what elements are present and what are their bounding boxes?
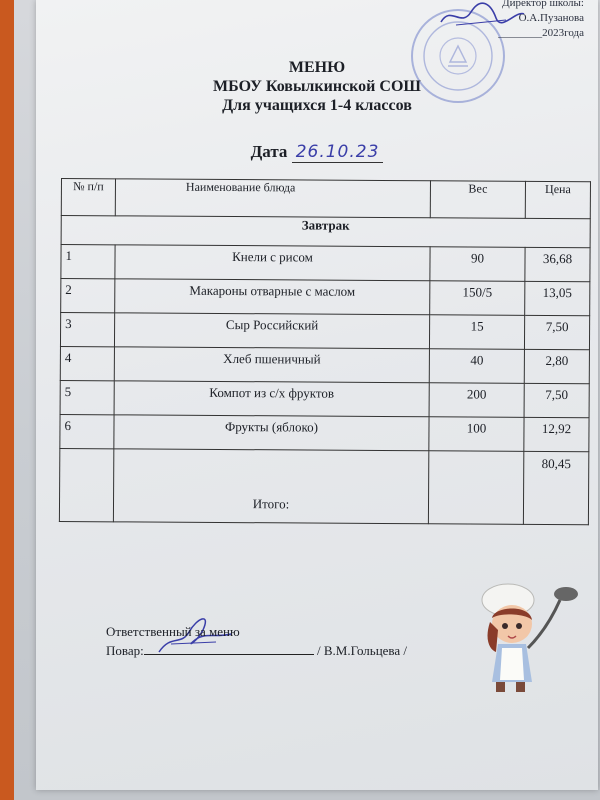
table-row: [60, 414, 589, 451]
signature-line: [144, 642, 314, 655]
table-header-row: [61, 179, 590, 219]
approval-block: [498, 0, 584, 41]
cell-name: Фрукты (яблоко): [114, 415, 429, 451]
cell-name: Сыр Российский: [114, 313, 429, 349]
total-row: [59, 448, 588, 524]
total-weight-cell: [428, 451, 523, 525]
cell-weight: 15: [429, 315, 524, 350]
cook-name: / В.М.Гольцева /: [317, 643, 408, 658]
cell-weight: 200: [429, 383, 524, 418]
chef-girl-illustration: [456, 578, 586, 698]
cell-price: 2,80: [524, 349, 589, 383]
approval-name: О.А.Пузанова: [518, 12, 584, 24]
header-num: № п/п: [61, 179, 115, 216]
cell-price: 7,50: [524, 383, 589, 417]
cell-num: 1: [61, 245, 115, 279]
cell-weight: 150/5: [430, 281, 525, 316]
total-num-cell: [59, 448, 113, 521]
header-name: Наименование блюда: [115, 179, 430, 218]
cell-num: 2: [61, 279, 115, 313]
section-row: [61, 216, 590, 248]
table-row: [60, 346, 589, 383]
cell-name: Хлеб пшеничный: [114, 347, 429, 383]
cell-name: Макароны отварные с маслом: [115, 279, 430, 315]
date-label: Дата: [250, 142, 288, 161]
menu-title: МЕНЮ: [288, 59, 346, 76]
cell-num: 3: [60, 313, 114, 347]
cook-line: [106, 641, 407, 660]
total-value: 80,45: [523, 451, 588, 524]
cell-weight: 100: [429, 417, 524, 452]
total-label: Итого:: [113, 449, 428, 524]
approval-year: ________2023года: [498, 27, 584, 39]
poster-frame: [14, 0, 600, 800]
table-row: [60, 380, 589, 417]
cell-name: Компот из с/х фруктов: [114, 381, 429, 417]
date-row: [36, 142, 598, 162]
table-row: [61, 245, 590, 282]
section-label: Завтрак: [61, 216, 590, 248]
header-weight: Вес: [430, 181, 525, 219]
responsible-label: Ответственный за меню: [106, 624, 240, 639]
menu-heading: [36, 58, 598, 115]
school-name: МБОУ Ковылкинской СОШ: [213, 78, 421, 95]
cell-name: Кнели с рисом: [115, 245, 430, 281]
table-row: [60, 313, 589, 350]
cell-price: 13,05: [525, 281, 590, 315]
audience-line: Для учащихся 1-4 классов: [222, 97, 412, 114]
cell-num: 6: [60, 414, 114, 448]
date-value: 26.10.23: [292, 142, 384, 163]
cell-price: 36,68: [525, 247, 590, 281]
cell-num: 5: [60, 380, 114, 414]
cook-label: Повар:: [106, 643, 144, 658]
approval-director: Директор школы:: [502, 0, 584, 9]
cell-price: 12,92: [524, 417, 589, 451]
cell-weight: 90: [430, 247, 525, 282]
cell-price: 7,50: [524, 315, 589, 349]
menu-table: [59, 178, 591, 525]
menu-sheet: [36, 0, 598, 790]
footer-block: [106, 622, 407, 660]
cell-weight: 40: [429, 349, 524, 384]
header-price: Цена: [525, 181, 590, 218]
table-row: [61, 279, 590, 316]
cell-num: 4: [60, 346, 114, 380]
